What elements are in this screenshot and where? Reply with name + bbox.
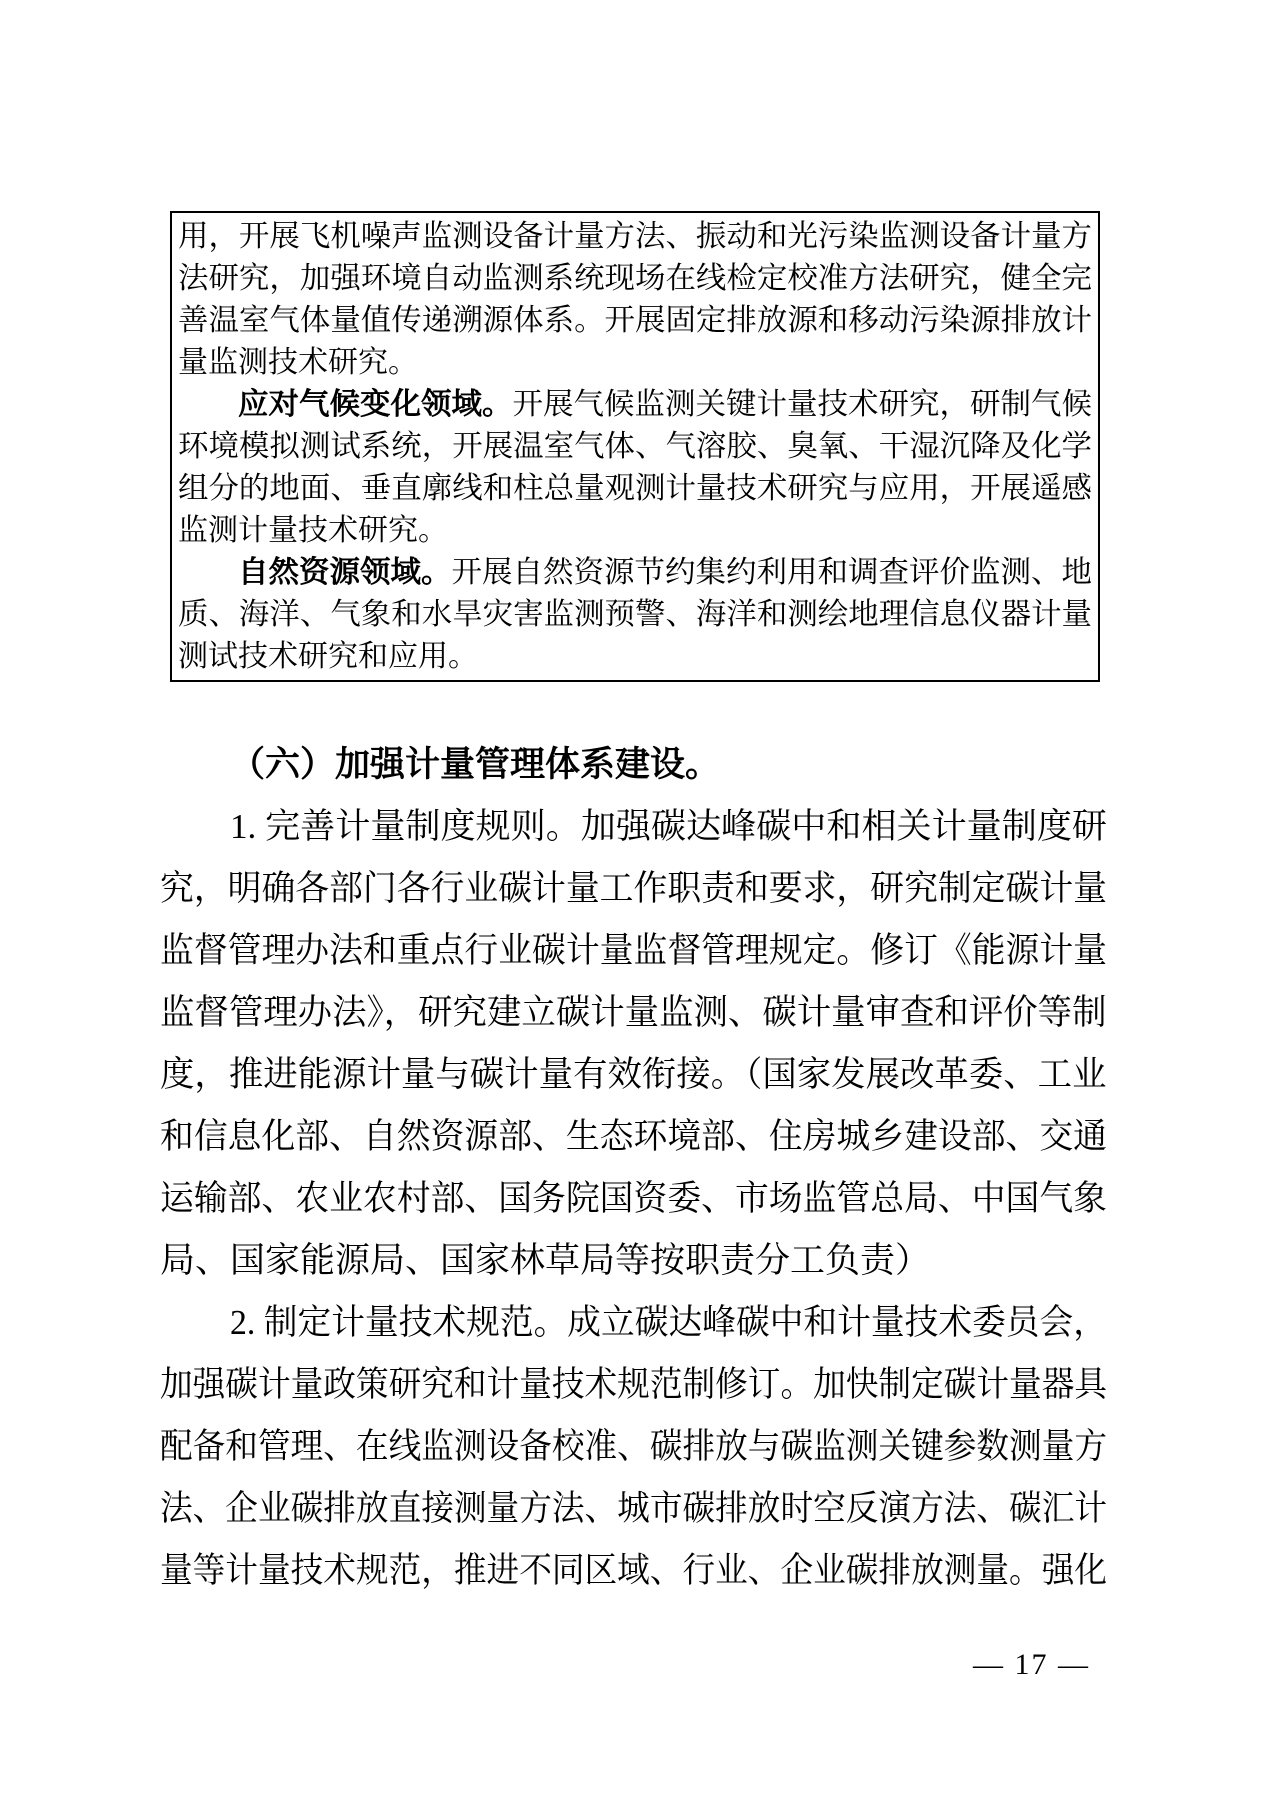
box-line: 组分的地面、垂直廓线和柱总量观测计量技术研究与应用，开展遥感 xyxy=(178,472,1092,505)
box-line: 监测计量技术研究。 xyxy=(178,514,448,547)
para2-line: 2. 制定计量技术规范。成立碳达峰碳中和计量技术委员会， xyxy=(230,1303,1108,1342)
box-line: 用，开展飞机噪声监测设备计量方法、振动和光污染监测设备计量方 xyxy=(178,220,1092,253)
para1-line: 和信息化部、自然资源部、生态环境部、住房城乡建设部、交通 xyxy=(160,1117,1108,1156)
para2-line: 法、企业碳排放直接测量方法、城市碳排放时空反演方法、碳汇计 xyxy=(160,1489,1108,1528)
box-line: 应对气候变化领域。开展气候监测关键计量技术研究，研制气候 xyxy=(238,388,1092,421)
box-line: 量监测技术研究。 xyxy=(178,346,418,379)
para1-line: 究，明确各部门各行业碳计量工作职责和要求，研究制定碳计量 xyxy=(160,869,1108,908)
section-heading: （六）加强计量管理体系建设。 xyxy=(230,745,721,784)
box-line: 质、海洋、气象和水旱灾害监测预警、海洋和测绘地理信息仪器计量 xyxy=(178,598,1092,631)
para1-line: 局、国家能源局、国家林草局等按职责分工负责） xyxy=(160,1241,931,1280)
box-line: 测试技术研究和应用。 xyxy=(178,640,478,673)
box-line: 善温室气体量值传递溯源体系。开展固定排放源和移动污染源排放计 xyxy=(178,304,1092,337)
para2-line: 量等计量技术规范，推进不同区域、行业、企业碳排放测量。强化 xyxy=(160,1551,1108,1590)
para1-line: 运输部、农业农村部、国务院国资委、市场监管总局、中国气象 xyxy=(160,1179,1108,1218)
body-text xyxy=(160,734,1107,1602)
box-line: 法研究，加强环境自动监测系统现场在线检定校准方法研究，健全完 xyxy=(178,262,1092,295)
para1-line: 监督管理办法和重点行业碳计量监督管理规定。修订《能源计量 xyxy=(160,931,1108,970)
excerpt-box xyxy=(170,211,1100,682)
page-number: — 17 — xyxy=(973,1648,1090,1681)
box-line: 自然资源领域。开展自然资源节约集约利用和调查评价监测、地 xyxy=(238,556,1092,589)
para1-line: 度，推进能源计量与碳计量有效衔接。（国家发展改革委、工业 xyxy=(160,1055,1107,1094)
para1-line: 监督管理办法》，研究建立碳计量监测、碳计量审查和评价等制 xyxy=(160,993,1107,1032)
box-line: 环境模拟测试系统，开展温室气体、气溶胶、臭氧、干湿沉降及化学 xyxy=(178,430,1092,463)
para2-line: 加强碳计量政策研究和计量技术规范制修订。加快制定碳计量器具 xyxy=(160,1365,1108,1404)
para1-line: 1. 完善计量制度规则。加强碳达峰碳中和相关计量制度研 xyxy=(230,807,1108,846)
para2-line: 配备和管理、在线监测设备校准、碳排放与碳监测关键参数测量方 xyxy=(160,1427,1108,1466)
